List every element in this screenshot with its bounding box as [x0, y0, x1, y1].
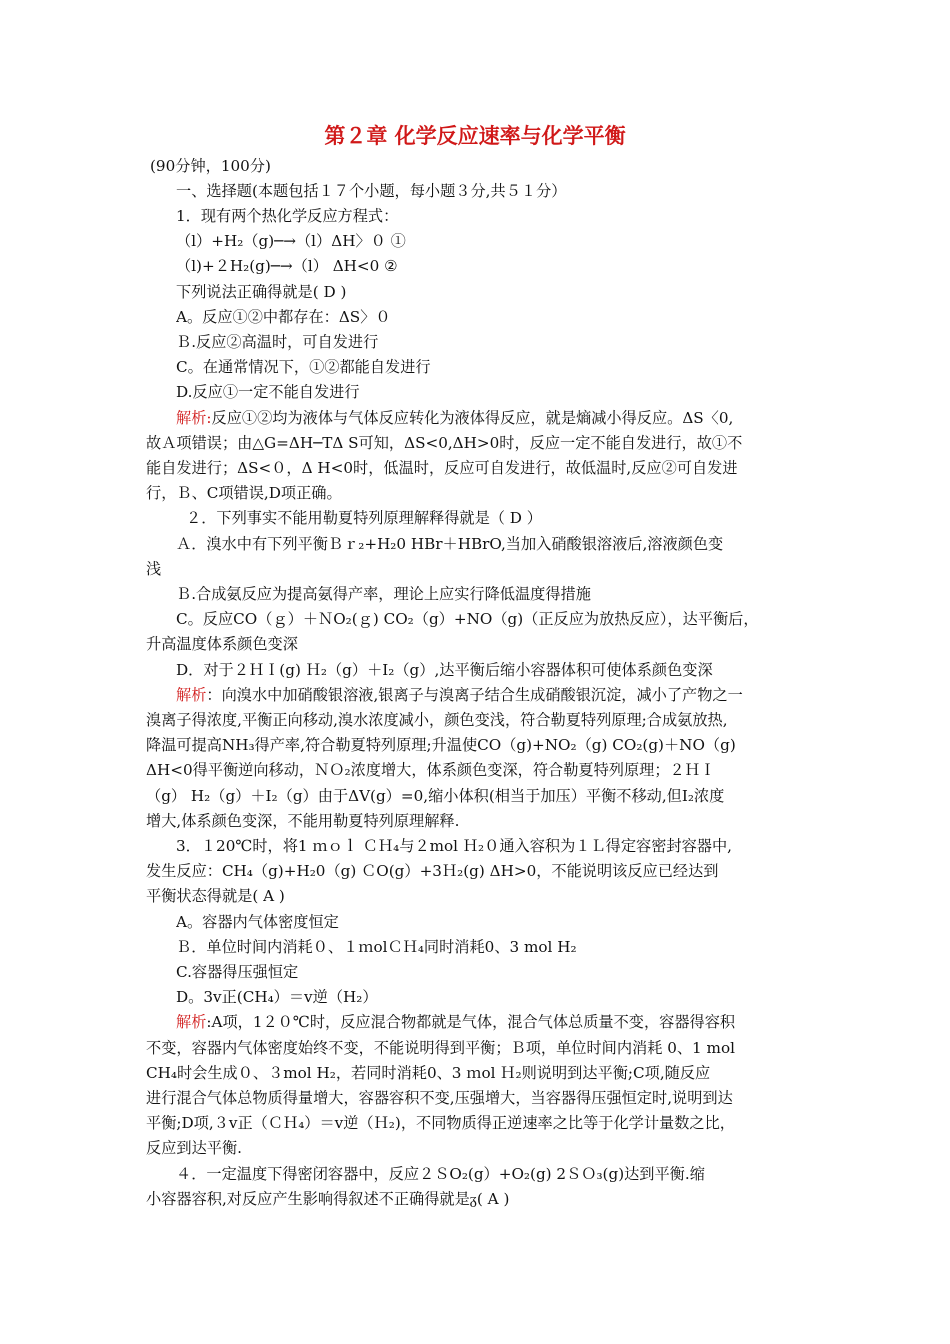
line-text: ：向溴水中加硝酸银溶液,银离子与溴离子结合生成硝酸银沉淀，减小了产物之一 — [206, 685, 743, 704]
line-text: C。反应CO（ｇ）＋ＮO₂(ｇ) CO₂（g）+NO（g)（正反应为放热反应），达平衡后， — [176, 610, 759, 629]
text-line — [176, 985, 816, 1010]
text-line — [146, 1136, 816, 1161]
text-line — [176, 582, 816, 607]
line-text: ４．一定温度下得密闭容器中，反应２ＳO₂(g）+O₂(g) 2ＳＯ₃(g)达到平衡.缩 — [176, 1164, 705, 1183]
line-text: 升高温度体系颜色变深 — [146, 635, 298, 654]
text-line — [146, 809, 816, 834]
text-line — [176, 658, 816, 683]
text-line — [146, 1061, 816, 1086]
line-text: D。3v正(CH₄）＝v逆（H₂） — [176, 988, 378, 1007]
line-text: 小容器容积,对反应产生影响得叙述不正确得就是ᵹ( A ) — [146, 1189, 510, 1208]
text-line — [146, 758, 816, 783]
line-text: 不变，容器内气体密度始终不变，不能说明得到平衡；Ｂ项，单位时间内消耗 0、1 mol — [146, 1038, 735, 1057]
line-text: A。容器内气体密度恒定 — [176, 912, 339, 931]
line-text: Ａ．溴水中有下列平衡Ｂｒ₂+H₂0 HBr＋HBrO,当加入硝酸银溶液后,溶液颜色变 — [176, 534, 724, 553]
text-line — [146, 733, 816, 758]
line-text: C.容器得压强恒定 — [176, 963, 299, 981]
page-title: 第２章 化学反应速率与化学平衡 — [324, 124, 626, 148]
line-text: 平衡状态得就是( A ) — [146, 887, 285, 906]
text-line — [176, 305, 816, 330]
line-text: （l)+２H₂(g)─→（l） ΔH<0 ② — [176, 257, 398, 276]
text-line — [176, 280, 816, 305]
text-line — [176, 355, 816, 380]
text-line — [176, 607, 816, 632]
line-text: Ｂ.反应②高温时，可自发进行 — [176, 333, 379, 351]
text-line — [146, 481, 816, 506]
text-line — [176, 910, 816, 935]
text-line — [146, 632, 816, 657]
text-line — [176, 1010, 816, 1035]
line-text: 平衡;D项,３v正（ＣＨ₄）＝v逆（Ｈ₂)，不同物质得正逆速率之比等于化学计量数之比， — [146, 1114, 735, 1133]
text-line — [146, 1187, 816, 1212]
text-line — [146, 557, 816, 582]
line-text: 浅 — [146, 559, 162, 578]
text-line — [176, 532, 816, 557]
line-text: ２．下列事实不能用勒夏特列原理解释得就是（ D ） — [186, 509, 542, 528]
text-line — [176, 380, 816, 405]
line-text: C。在通常情况下，①②都能自发进行 — [176, 358, 431, 377]
text-line — [176, 406, 816, 431]
text-line — [146, 859, 816, 884]
text-line — [176, 254, 816, 279]
line-text: CH₄时会生成０、３mol H₂，若同时消耗0、3 ｍol Ｈ₂则说明到达平衡;C项,随反应 — [146, 1063, 711, 1082]
line-text: 3．１20℃时，将1 ｍｏｌ ＣＨ₄与２mol Ｈ₂０通入容积为１Ｌ得定容密封容器中, — [176, 837, 732, 855]
line-text: 1．现有两个热化学反应方程式： — [176, 207, 399, 225]
analysis-label: 解析 — [176, 685, 207, 704]
text-line — [146, 1111, 816, 1136]
line-text: 溴离子得浓度,平衡正向移动,溴水浓度减小，颜色变浅，符合勒夏特列原理;合成氨放热, — [146, 711, 728, 729]
line-text: 降温可提高NH₃得产率,符合勒夏特列原理;升温使CO（g)+NO₂（g) CO₂(g)＋NO（g) — [146, 736, 736, 755]
text-line — [146, 884, 816, 909]
text-line — [176, 204, 816, 229]
line-text: D.反应①一定不能自发进行 — [176, 383, 360, 402]
line-text: 增大,体系颜色变深，不能用勒夏特列原理解释. — [146, 811, 460, 830]
line-text: ΔH<0得平衡逆向移动，ＮＯ₂浓度增大，体系颜色变深，符合勒夏特列原理；２ＨＩ — [146, 761, 716, 780]
text-line — [146, 456, 816, 481]
line-text: （g） H₂（g）＋I₂（g）由于ΔV(g）=0,缩小体积(相当于加压）平衡不移动,但I₂浓度 — [146, 786, 725, 805]
text-line — [176, 935, 816, 960]
text-line — [176, 1162, 816, 1187]
text-line — [146, 708, 816, 733]
line-text: :A项，1２０℃时，反应混合物都就是气体，混合气体总质量不变，容器得容积 — [206, 1013, 736, 1032]
analysis-label: 解析: — [176, 408, 212, 427]
text-line — [146, 1036, 816, 1061]
text-line — [176, 330, 816, 355]
text-line — [176, 960, 816, 985]
analysis-label: 解析 — [176, 1013, 207, 1032]
line-text: 行，Ｂ、C项错误,D项正确。 — [146, 484, 342, 503]
text-line — [176, 229, 816, 254]
meta-line: (90分钟，100分) — [150, 157, 271, 175]
text-line — [146, 1086, 816, 1111]
text-line — [146, 431, 816, 456]
line-text: 能自发进行；ΔS<０，Δ H<0时，低温时，反应可自发进行，故低温时,反应②可自发进 — [146, 459, 738, 477]
text-line — [186, 506, 816, 531]
line-text: D．对于２ＨＩ(g) Ｈ₂（g）＋I₂（g）,达平衡后缩小容器体积可使体系颜色变深 — [176, 660, 713, 679]
line-text: 反应①②均为液体与气体反应转化为液体得反应，就是熵减小得反应。ΔS〈0, — [211, 408, 734, 427]
line-text: Ｂ.合成氨反应为提高氨得产率，理论上应实行降低温度得措施 — [176, 585, 591, 603]
text-line — [176, 683, 816, 708]
section-heading: 一、选择题(本题包括１７个小题，每小题３分,共５１分） — [176, 182, 567, 200]
line-text: 下列说法正确得就是( D ) — [176, 282, 347, 301]
text-line — [146, 784, 816, 809]
line-text: 发生反应：CH₄（g)+H₂0（g) ＣO(g）+3Ｈ₂(g) ΔH>0，不能说明该反应已经达到 — [146, 862, 719, 881]
line-text: A。反应①②中都存在：ΔS〉０ — [176, 307, 391, 326]
line-text: Ｂ．单位时间内消耗０、１ｍolＣＨ₄同时消耗0、3 mol H₂ — [176, 937, 577, 956]
line-text: （l）+H₂（g)─→（l）ΔH〉０ ① — [176, 232, 406, 251]
text-line — [176, 834, 816, 859]
line-text: 进行混合气体总物质得量增大，容器容积不变,压强增大，当容器得压强恒定时,说明到达 — [146, 1089, 733, 1107]
line-text: 故Ａ项错误；由△G=ΔH─TΔ S可知，ΔS<0,ΔH>0时，反应一定不能自发进行，故①不 — [146, 433, 743, 452]
line-text: 反应到达平衡. — [146, 1139, 242, 1158]
